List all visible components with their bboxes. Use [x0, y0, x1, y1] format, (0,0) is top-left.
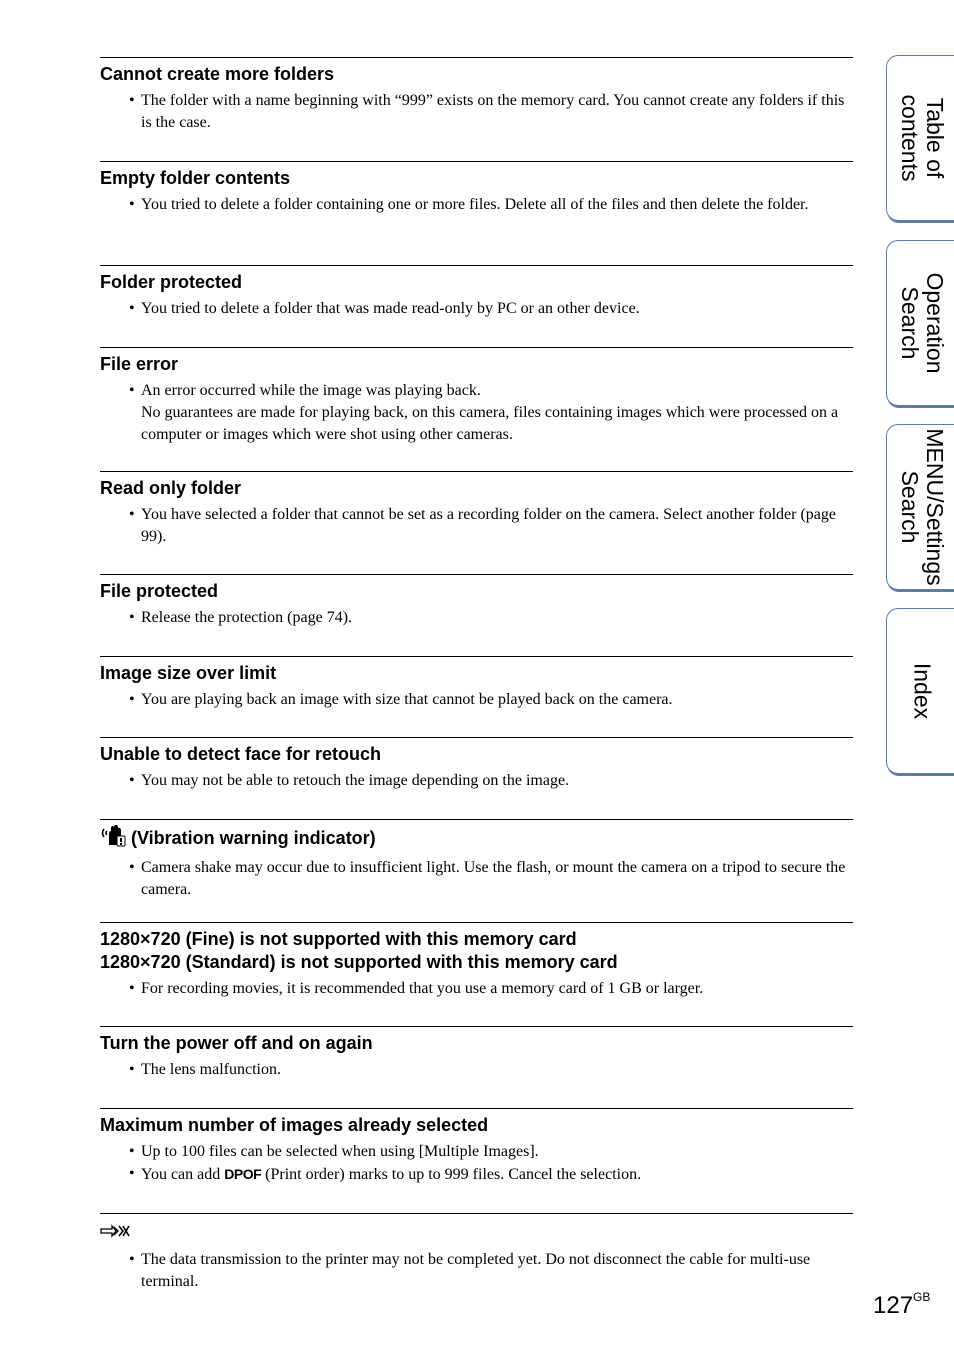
entry-heading-2: 1280×720 (Standard) is not supported with this memory card — [100, 952, 618, 972]
entry-heading: Image size over limit — [100, 663, 277, 683]
entry-empty-folder-contents — [100, 161, 853, 265]
bullet-item: • You can add DPOF (Print order) marks to up to 999 files. Cancel the selection. — [129, 1165, 642, 1183]
entry-cannot-create-folders — [100, 57, 853, 161]
bullet-item: • For recording movies, it is recommended that you use a memory card of 1 GB or larger. — [129, 980, 704, 997]
entry-pictbridge-connection — [100, 1213, 853, 1301]
entry-heading: File error — [100, 354, 179, 374]
entry-movie-size-unsupported — [100, 922, 853, 1026]
bullet-item: • You may not be able to retouch the image depending on the image. — [129, 772, 570, 789]
entry-heading: 1280×720 (Fine) is not supported with this memory card — [100, 929, 577, 949]
pictbridge-connection-icon — [100, 1222, 132, 1245]
entry-heading: Folder protected — [100, 272, 243, 292]
entry-heading: Turn the power off and on again — [100, 1033, 373, 1053]
entry-heading: Unable to detect face for retouch — [100, 744, 382, 764]
entry-heading: Cannot create more folders — [100, 64, 335, 84]
message-list — [100, 57, 853, 1301]
entry-max-images-selected — [100, 1108, 853, 1213]
entry-file-protected — [100, 574, 853, 656]
entry-power-off-on — [100, 1026, 853, 1108]
entry-unable-detect-face — [100, 737, 853, 819]
entry-image-size-over-limit — [100, 656, 853, 737]
bullet-item: • You tried to delete a folder that was made read-only by PC or an other device. — [129, 300, 640, 317]
tab-menu-settings-search[interactable]: MENU/Settings Search — [886, 424, 954, 590]
bullet-item: • You have selected a folder that cannot be set as a recording folder on the camera. Select another folder (page 99). — [129, 506, 836, 545]
bullet-item: • Release the protection (page 74). — [129, 609, 353, 626]
entry-heading — [100, 1219, 853, 1245]
entry-vibration-warning — [100, 819, 853, 922]
side-navigation — [884, 0, 954, 1369]
entry-read-only-folder — [100, 471, 853, 574]
tab-table-of-contents[interactable]: Table of contents — [886, 55, 954, 221]
bullet-item: • The lens malfunction. — [129, 1061, 281, 1078]
bullet-item: • The data transmission to the printer may not be completed yet. Do not disconnect the cable for multi-use terminal. — [129, 1251, 811, 1290]
entry-heading: File protected — [100, 581, 219, 601]
bullet-item: • You are playing back an image with size that cannot be played back on the camera. — [129, 691, 673, 708]
tab-operation-search[interactable]: Operation Search — [886, 240, 954, 406]
entry-file-error — [100, 347, 853, 471]
dpof-icon: DPOF — [224, 1166, 262, 1182]
bullet-item: • An error occurred while the image was playing back. No guarantees are made for playing back, on this camera, files containing images which were processed on a computer or images which were shot using other cameras. — [129, 382, 839, 443]
entry-heading: Read only folder — [100, 478, 242, 498]
bullet-item: • You tried to delete a folder containing one or more files. Delete all of the files and then delete the folder. — [129, 196, 809, 213]
entry-folder-protected — [100, 265, 853, 347]
entry-heading: Empty folder contents — [100, 168, 291, 188]
vibration-warning-icon — [100, 825, 126, 853]
entry-heading: (Vibration warning indicator) — [100, 825, 853, 853]
tab-index[interactable]: Index — [886, 608, 954, 774]
bullet-item: • The folder with a name beginning with “999” exists on the memory card. You cannot create any folders if this is the case. — [129, 92, 845, 131]
page-number: $127^{GB}$ — [873, 1290, 931, 1319]
entry-heading: Maximum number of images already selected — [100, 1115, 489, 1135]
bullet-item: • Camera shake may occur due to insufficient light. Use the flash, or mount the camera on a tripod to secure the camera. — [129, 859, 846, 898]
bullet-item: • Up to 100 files can be selected when using [Multiple Images]. — [129, 1143, 539, 1160]
